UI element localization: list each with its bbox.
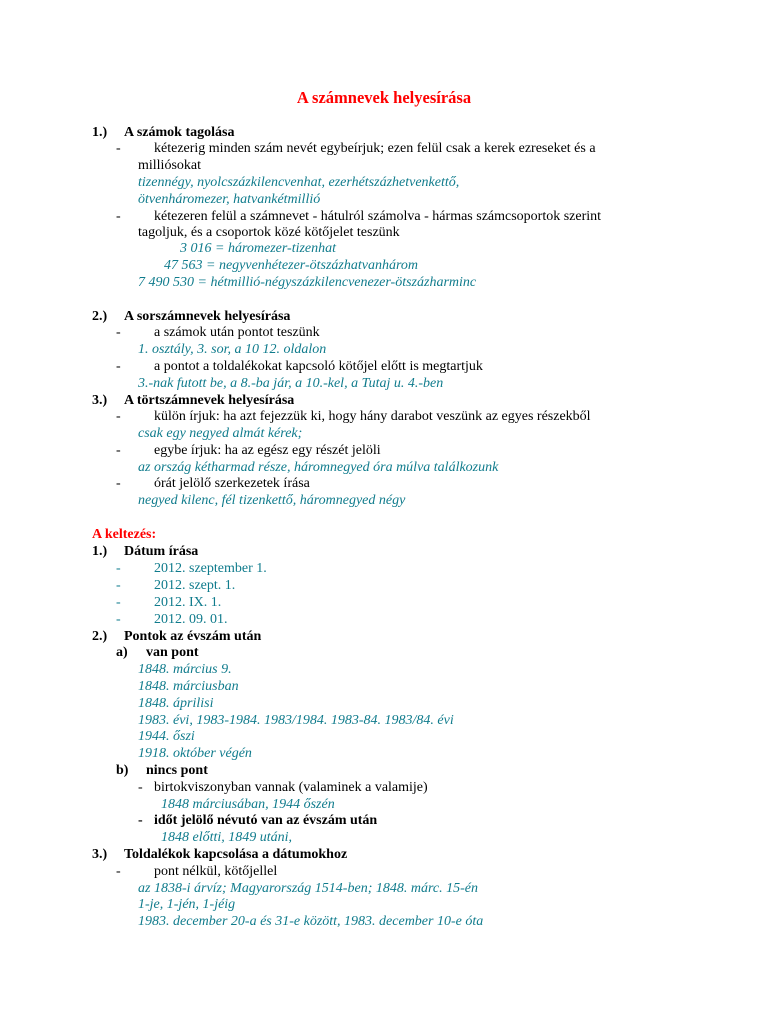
example-text: ötvenháromezer, hatvankétmillió <box>138 192 321 207</box>
example-text: tizennégy, nyolcszázkilencvenhat, ezerhétszázhetvenkettő, <box>138 175 460 190</box>
section-title-red: A keltezés: <box>92 527 157 542</box>
section-heading: A törtszámnevek helyesírása <box>124 393 295 408</box>
rule-text: kétezeren felül a számnevet - hátulról számolva - hármas számcsoportok szerint <box>154 209 602 224</box>
bullet-dash: - <box>116 476 121 491</box>
example-text: 1918. október végén <box>138 746 252 761</box>
rule-text: órát jelölő szerkezetek írása <box>154 476 310 491</box>
example-text: 3.-nak futott be, a 8.-ba jár, a 10.-kel, a Tutaj u. 4.-ben <box>138 376 444 391</box>
section-number: 3.) <box>92 393 108 408</box>
sub-letter: a) <box>116 645 128 660</box>
bullet-dash: - <box>116 209 121 224</box>
rule-text: tagoljuk, és a csoportok közé kötőjelet teszünk <box>138 225 400 240</box>
example-text: 1848. áprilisi <box>138 696 214 711</box>
bullet-dash: - <box>116 612 121 627</box>
section-heading: A sorszámnevek helyesírása <box>124 309 291 324</box>
bullet-dash: - <box>116 561 121 576</box>
section-number: 1.) <box>92 544 108 559</box>
bullet-dash: - <box>116 864 121 879</box>
example-text: 1983. december 20-a és 31-e között, 1983. december 10-e óta <box>138 914 484 929</box>
sub-heading: van pont <box>146 645 199 660</box>
example-text: negyed kilenc, fél tizenkettő, háromnegyed négy <box>138 493 406 508</box>
bullet-dash: - <box>116 595 121 610</box>
rule-text: birtokviszonyban vannak (valaminek a valamije) <box>154 780 428 795</box>
bullet-dash: - <box>138 780 143 795</box>
example-text: 1848. márciusban <box>138 679 239 694</box>
example-text: 1944. őszi <box>138 729 195 744</box>
example-text: az ország kétharmad része, háromnegyed óra múlva találkozunk <box>138 460 499 475</box>
rule-text: kétezerig minden szám nevét egybeírjuk; ezen felül csak a kerek ezreseket és a <box>154 141 596 156</box>
sub-heading: nincs pont <box>146 763 208 778</box>
section-heading: Pontok az évszám után <box>124 629 262 644</box>
bullet-dash: - <box>116 325 121 340</box>
bullet-dash: - <box>116 578 121 593</box>
example-text: az 1838-i árvíz; Magyarország 1514-ben; 1848. márc. 15-én <box>138 881 478 896</box>
example-text: 3 016 = háromezer-tizenhat <box>180 241 337 256</box>
section-heading: Dátum írása <box>124 544 199 559</box>
rule-text: a pontot a toldalékokat kapcsoló kötőjel előtt is megtartjuk <box>154 359 483 374</box>
rule-text: milliósokat <box>138 158 201 173</box>
section-number: 1.) <box>92 125 108 140</box>
example-text: 1983. évi, 1983-1984. 1983/1984. 1983-84. 1983/84. évi <box>138 713 454 728</box>
rule-text: egybe írjuk: ha az egész egy részét jelöli <box>154 443 381 458</box>
section-heading: Toldalékok kapcsolása a dátumokhoz <box>124 847 348 862</box>
bullet-dash: - <box>116 409 121 424</box>
rule-text: külön írjuk: ha azt fejezzük ki, hogy hány darabot veszünk az egyes részekből <box>154 409 591 424</box>
sub-letter: b) <box>116 763 129 778</box>
bullet-dash: - <box>116 141 121 156</box>
rule-text: a számok után pontot teszünk <box>154 325 320 340</box>
example-text: 1848. március 9. <box>138 662 232 677</box>
rule-text: időt jelölő névutó van az évszám után <box>154 813 378 828</box>
section-heading: A számok tagolása <box>124 125 235 140</box>
example-text: 1848 előtti, 1849 utáni, <box>161 830 293 845</box>
date-example: 2012. szept. 1. <box>154 578 236 593</box>
example-text: csak egy negyed almát kérek; <box>138 426 303 441</box>
example-text: 1848 márciusában, 1944 őszén <box>161 797 335 812</box>
section-number: 3.) <box>92 847 108 862</box>
example-text: 7 490 530 = hétmillió-négyszázkilencvenezer-ötszázharminc <box>138 275 477 290</box>
example-text: 1. osztály, 3. sor, a 10 12. oldalon <box>138 342 327 357</box>
section-number: 2.) <box>92 629 108 644</box>
example-text: 1-je, 1-jén, 1-jéig <box>138 897 236 912</box>
bullet-dash: - <box>116 359 121 374</box>
date-example: 2012. IX. 1. <box>154 595 222 610</box>
section-number: 2.) <box>92 309 108 324</box>
bullet-dash: - <box>138 813 143 828</box>
rule-text: pont nélkül, kötőjellel <box>154 864 278 879</box>
example-text: 47 563 = negyvenhétezer-ötszázhatvanhárom <box>164 258 418 273</box>
date-example: 2012. szeptember 1. <box>154 561 267 576</box>
date-example: 2012. 09. 01. <box>154 612 228 627</box>
bullet-dash: - <box>116 443 121 458</box>
page-title: A számnevek helyesírása <box>296 88 472 107</box>
